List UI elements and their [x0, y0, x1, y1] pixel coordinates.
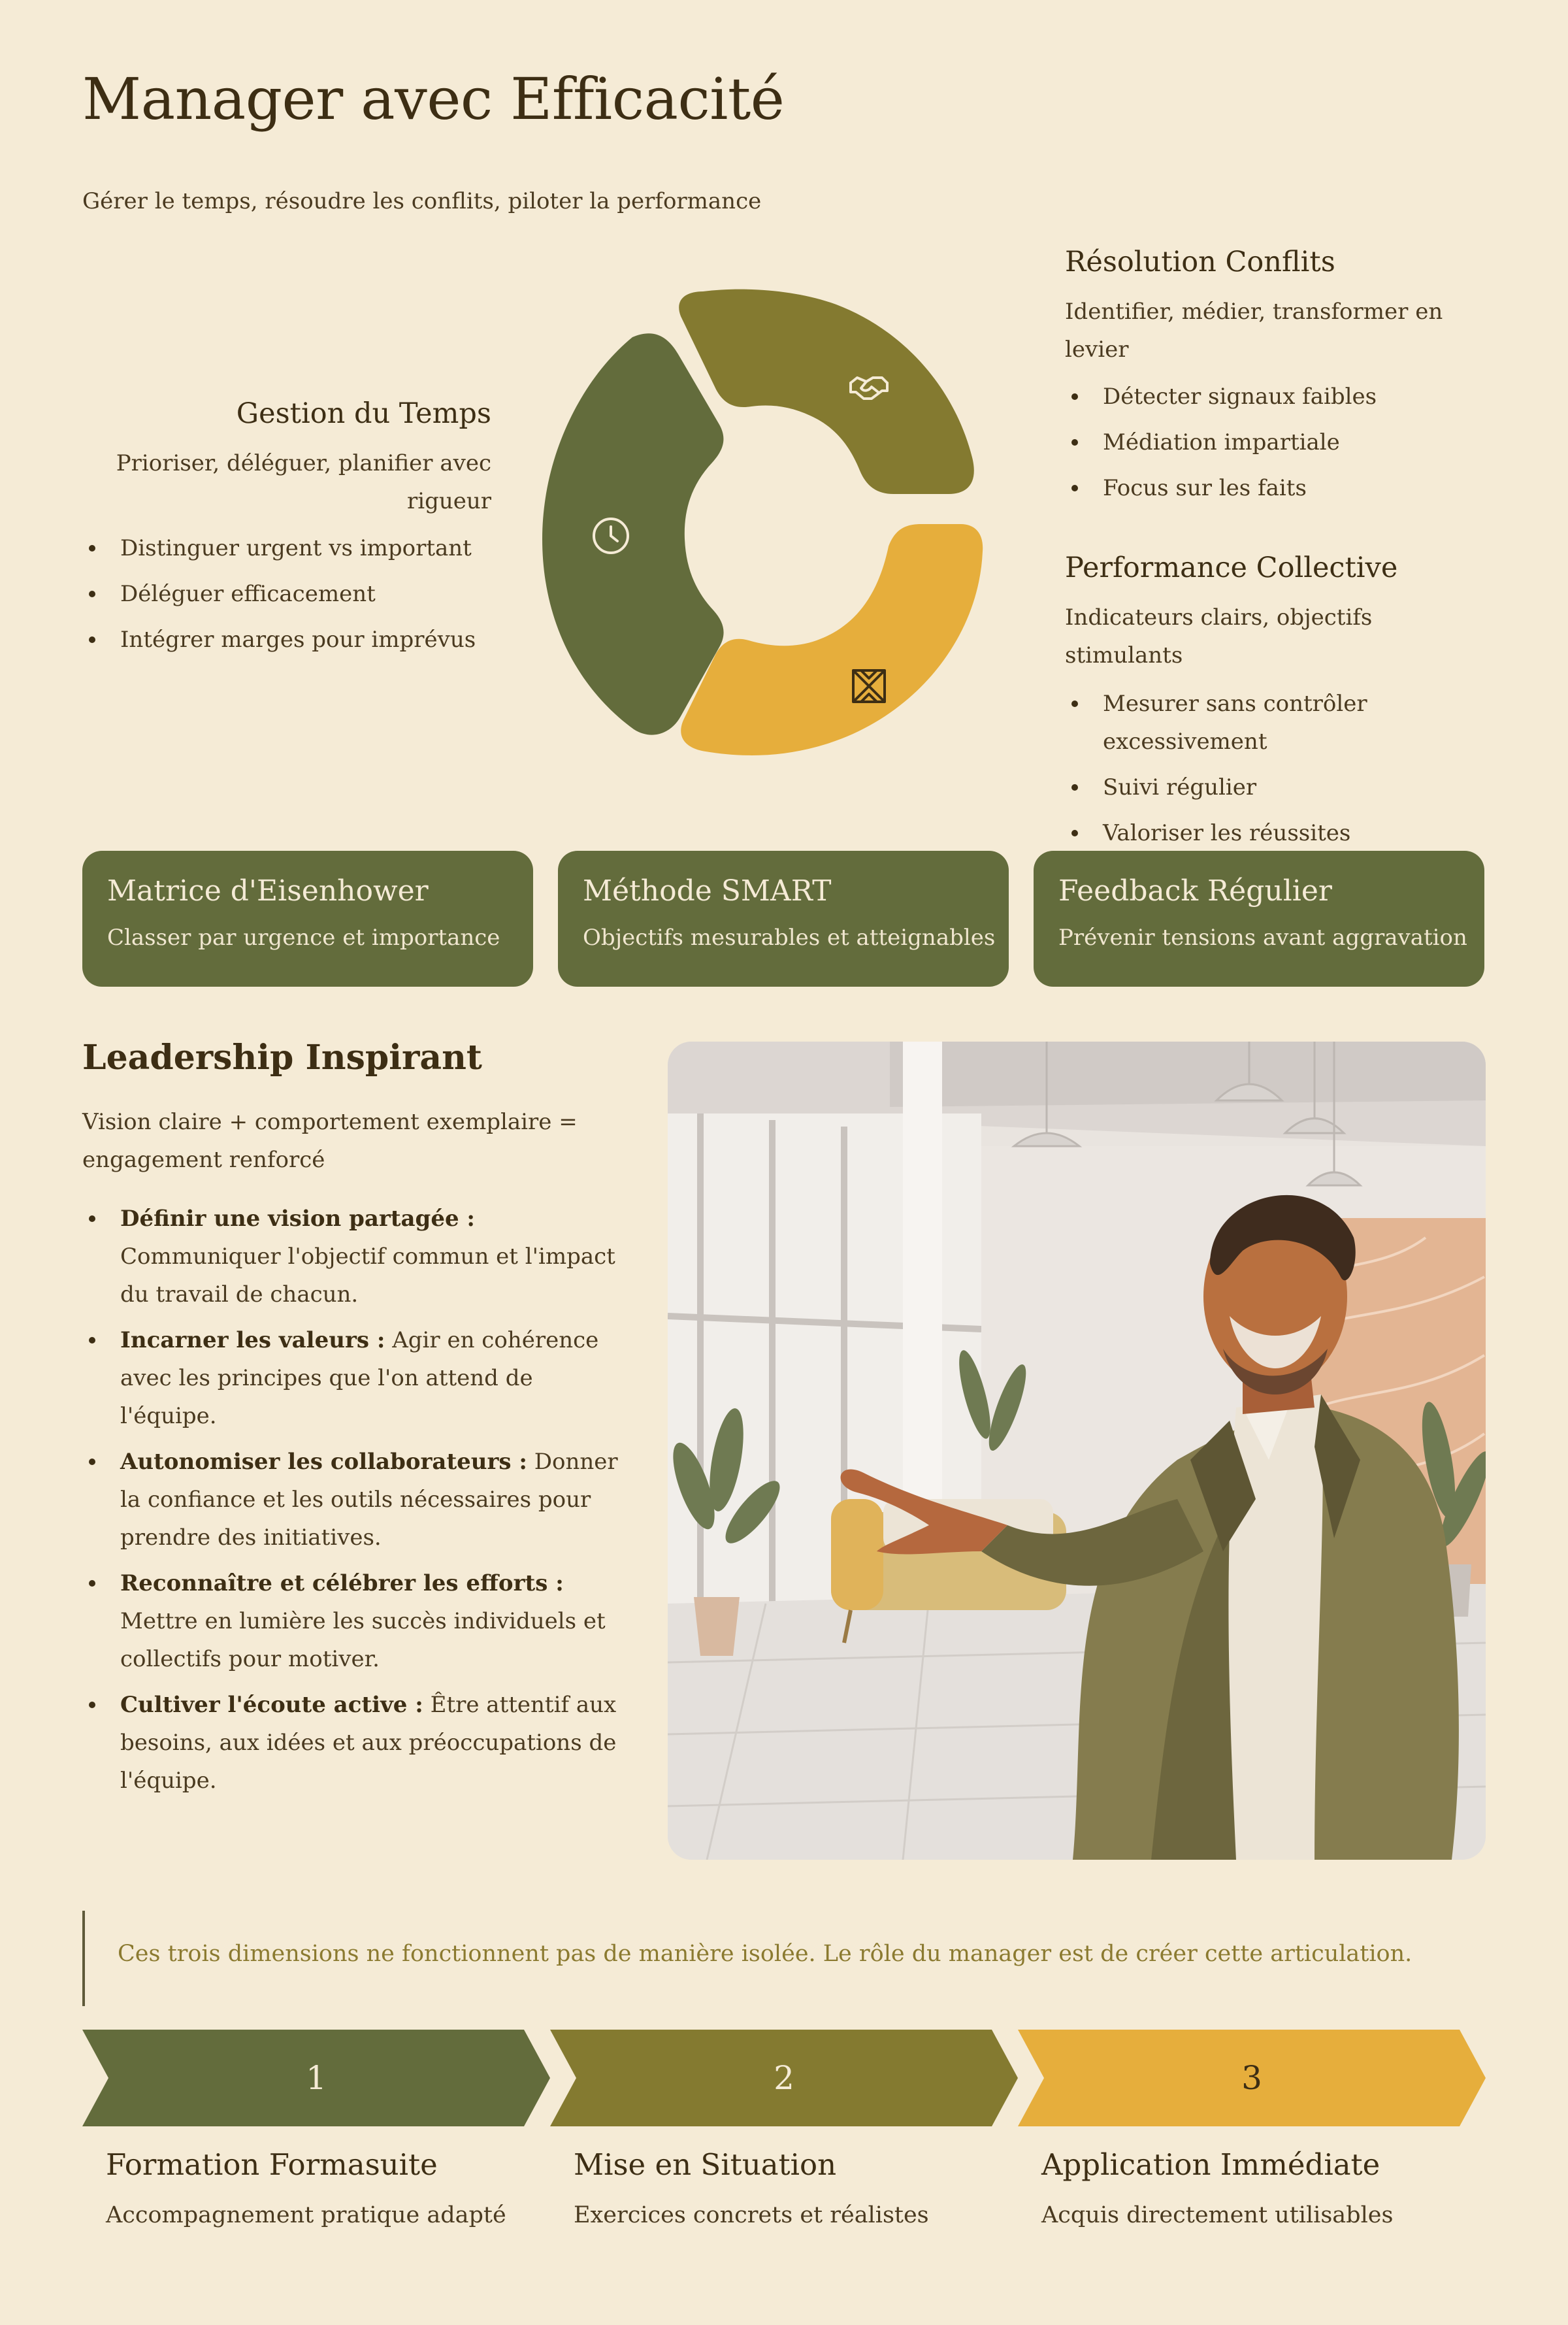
item-bold: Autonomiser les collaborateurs :: [120, 1449, 527, 1475]
card-feedback: [1034, 851, 1484, 987]
leadership-list: [82, 1200, 618, 1807]
step-1-desc: Accompagnement pratique adapté: [106, 2202, 506, 2228]
time-title: Gestion du Temps: [236, 397, 491, 430]
card-desc: Classer par urgence et importance: [107, 925, 500, 951]
item-text: Communiquer l'objectif commun et l'impact du travail de chacun.: [120, 1244, 615, 1308]
item-bold: Cultiver l'écoute active :: [120, 1692, 423, 1718]
conflicts-section: [1065, 246, 1496, 515]
item-text: Être attentif aux besoins, aux idées et aux préoccupations de l'équipe.: [120, 1692, 617, 1794]
card-desc: Prévenir tensions avant aggravation: [1058, 925, 1467, 951]
leadership-title: Leadership Inspirant: [82, 1038, 482, 1078]
conflicts-list: [1065, 378, 1496, 507]
time-list: [82, 529, 491, 659]
step-3-desc: Acquis directement utilisables: [1041, 2202, 1394, 2228]
performance-desc: Indicateurs clairs, objectifs stimulants: [1065, 604, 1373, 668]
card-eisenhower: [82, 851, 533, 987]
conflicts-desc: Identifier, médier, transformer en levier: [1065, 299, 1443, 363]
manager-illustration: [668, 1042, 1486, 1860]
quote-text: Ces trois dimensions ne fonctionnent pas de manière isolée. Le rôle du manager est de créer cette articulation.: [118, 1941, 1413, 1967]
list-item: [82, 1200, 618, 1313]
list-item: [82, 1564, 618, 1678]
list-item: [82, 1443, 618, 1557]
step-number: 2: [774, 2059, 794, 2097]
step-2-chevron: [550, 2030, 1018, 2126]
item-text: Donner la confiance et les outils nécessaires pour prendre des initiatives.: [120, 1449, 618, 1551]
step-3-title: Application Immédiate: [1041, 2147, 1380, 2182]
list-item: Valoriser les réussites: [1065, 814, 1418, 852]
quote-bar: [82, 1911, 85, 2006]
item-bold: Définir une vision partagée :: [120, 1206, 475, 1232]
performance-title: Performance Collective: [1065, 552, 1398, 584]
card-title: Matrice d'Eisenhower: [107, 874, 429, 908]
list-item: Focus sur les faits: [1065, 469, 1496, 507]
list-item: [82, 1686, 618, 1800]
list-item: Distinguer urgent vs important: [82, 529, 491, 567]
item-bold: Reconnaître et célébrer les efforts :: [120, 1570, 564, 1596]
card-smart: [558, 851, 1009, 987]
page-subtitle: Gérer le temps, résoudre les conflits, piloter la performance: [82, 188, 762, 214]
leadership-desc: Vision claire + comportement exemplaire = engagement renforcé: [82, 1109, 578, 1173]
step-number: 1: [306, 2059, 327, 2097]
card-title: Méthode SMART: [583, 874, 832, 908]
list-item: Intégrer marges pour imprévus: [82, 621, 491, 659]
item-text: Agir en cohérence avec les principes que l'on attend de l'équipe.: [120, 1327, 599, 1429]
list-item: Déléguer efficacement: [82, 575, 491, 613]
card-desc: Objectifs mesurables et atteignables: [583, 925, 996, 951]
three-dimensions-donut: [536, 288, 1032, 791]
item-bold: Incarner les valeurs :: [120, 1327, 385, 1353]
card-title: Feedback Régulier: [1058, 874, 1332, 908]
segment-conflicts: [679, 289, 974, 494]
page-title: Manager avec Efficacité: [82, 65, 785, 133]
performance-list: [1065, 685, 1418, 852]
step-2-desc: Exercices concrets et réalistes: [574, 2202, 929, 2228]
step-number: 3: [1241, 2059, 1262, 2097]
time-management-section: [82, 397, 491, 667]
list-item: Détecter signaux faibles: [1065, 378, 1496, 416]
item-text: Mettre en lumière les succès individuels et collectifs pour motiver.: [120, 1608, 606, 1672]
step-3-chevron: [1018, 2030, 1486, 2126]
list-item: [82, 1321, 618, 1435]
list-item: Suivi régulier: [1065, 768, 1418, 806]
time-desc: Prioriser, déléguer, planifier avec rigueur: [116, 450, 491, 514]
conflicts-title: Résolution Conflits: [1065, 246, 1335, 278]
step-2-title: Mise en Situation: [574, 2147, 837, 2182]
segment-performance: [681, 524, 983, 755]
segment-time: [542, 333, 724, 734]
performance-section: [1065, 552, 1496, 860]
step-1-title: Formation Formasuite: [106, 2147, 438, 2182]
list-item: Médiation impartiale: [1065, 423, 1496, 461]
list-item: Mesurer sans contrôler excessivement: [1065, 685, 1418, 761]
step-1-chevron: [82, 2030, 550, 2126]
